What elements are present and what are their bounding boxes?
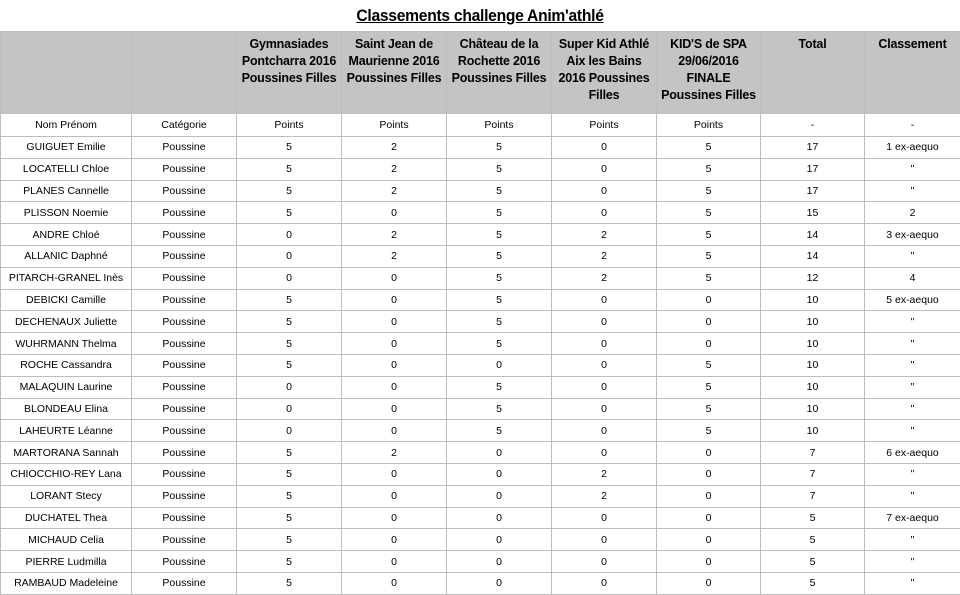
- table-cell: 0: [447, 551, 552, 573]
- table-cell: 2: [552, 463, 657, 485]
- table-cell: 0: [342, 420, 447, 442]
- table-cell: 5: [237, 463, 342, 485]
- table-cell: 0: [447, 485, 552, 507]
- table-cell: 0: [552, 202, 657, 224]
- table-cell: ": [865, 333, 960, 355]
- table-cell: 5: [237, 202, 342, 224]
- table-cell: Poussine: [132, 180, 237, 202]
- table-cell: 5: [447, 158, 552, 180]
- table-cell: ": [865, 485, 960, 507]
- table-cell: Poussine: [132, 507, 237, 529]
- table-cell: ": [865, 376, 960, 398]
- table-cell: 0: [342, 376, 447, 398]
- table-cell: 0: [237, 267, 342, 289]
- table-cell: 5: [657, 137, 761, 159]
- table-row: [1, 180, 960, 202]
- table-cell: ": [865, 529, 960, 551]
- table-cell: CHIOCCHIO-REY Lana: [1, 463, 132, 485]
- table-cell: 0: [552, 333, 657, 355]
- table-cell: 5: [447, 311, 552, 333]
- table-cell: 5: [237, 485, 342, 507]
- table-row: [1, 398, 960, 420]
- table-cell: 0: [657, 529, 761, 551]
- table-cell: 0: [657, 333, 761, 355]
- table-cell: WUHRMANN Thelma: [1, 333, 132, 355]
- table-cell: 5: [447, 333, 552, 355]
- table-cell: 0: [447, 442, 552, 464]
- table-cell: Poussine: [132, 572, 237, 594]
- subheader-cell: -: [865, 114, 960, 137]
- table-row: [1, 224, 960, 246]
- subheader-cell: Points: [657, 114, 761, 137]
- table-cell: 2: [552, 224, 657, 246]
- header-cell-event-1: Gymnasiades Pontcharra 2016 Poussines Filles: [237, 32, 342, 114]
- table-cell: PIERRE Ludmilla: [1, 551, 132, 573]
- table-cell: 5: [447, 267, 552, 289]
- table-cell: MARTORANA Sannah: [1, 442, 132, 464]
- table-cell: 0: [237, 224, 342, 246]
- table-cell: ANDRE Chloé: [1, 224, 132, 246]
- table-cell: 0: [552, 158, 657, 180]
- table-cell: Poussine: [132, 289, 237, 311]
- table-cell: MALAQUIN Laurine: [1, 376, 132, 398]
- table-cell: DUCHATEL Thea: [1, 507, 132, 529]
- header-cell-event-3: Château de la Rochette 2016 Poussines Filles: [447, 32, 552, 114]
- subheader-cell: Points: [237, 114, 342, 137]
- table-row: [1, 463, 960, 485]
- table-cell: 5: [447, 420, 552, 442]
- table-row: [1, 137, 960, 159]
- table-cell: 0: [237, 376, 342, 398]
- table-cell: 0: [342, 333, 447, 355]
- table-cell: 2: [865, 202, 960, 224]
- table-cell: 0: [552, 311, 657, 333]
- table-cell: 0: [342, 551, 447, 573]
- header-row: [1, 32, 960, 114]
- table-cell: 5 ex-aequo: [865, 289, 960, 311]
- table-cell: 0: [552, 420, 657, 442]
- subheader-cell: Nom Prénom: [1, 114, 132, 137]
- table-cell: 0: [342, 398, 447, 420]
- table-cell: Poussine: [132, 333, 237, 355]
- table-cell: 0: [447, 354, 552, 376]
- table-cell: 7: [761, 442, 865, 464]
- table-cell: 0: [342, 529, 447, 551]
- table-cell: 0: [342, 202, 447, 224]
- table-row: [1, 202, 960, 224]
- table-cell: 0: [552, 507, 657, 529]
- table-cell: 0: [552, 289, 657, 311]
- table-cell: ": [865, 354, 960, 376]
- header-cell-name: [1, 32, 132, 114]
- table-cell: ": [865, 180, 960, 202]
- table-cell: 0: [657, 551, 761, 573]
- table-cell: 14: [761, 245, 865, 267]
- table-cell: 0: [552, 354, 657, 376]
- table-cell: 5: [447, 180, 552, 202]
- table-cell: 0: [552, 572, 657, 594]
- table-cell: 0: [447, 463, 552, 485]
- table-cell: 5: [237, 529, 342, 551]
- table-cell: 0: [237, 245, 342, 267]
- table-cell: MICHAUD Celia: [1, 529, 132, 551]
- table-cell: 17: [761, 158, 865, 180]
- table-cell: 2: [342, 442, 447, 464]
- table-cell: 0: [552, 376, 657, 398]
- table-cell: Poussine: [132, 376, 237, 398]
- table-cell: 5: [761, 572, 865, 594]
- table-row: [1, 289, 960, 311]
- table-cell: Poussine: [132, 245, 237, 267]
- table-cell: 5: [237, 158, 342, 180]
- table-cell: RAMBAUD Madeleine: [1, 572, 132, 594]
- table-cell: 5: [237, 311, 342, 333]
- table-cell: 2: [342, 158, 447, 180]
- table-cell: 3 ex-aequo: [865, 224, 960, 246]
- table-cell: PLANES Cannelle: [1, 180, 132, 202]
- table-cell: 0: [552, 398, 657, 420]
- table-cell: Poussine: [132, 485, 237, 507]
- table-cell: 5: [657, 398, 761, 420]
- table-cell: 0: [237, 420, 342, 442]
- table-cell: 5: [237, 333, 342, 355]
- table-cell: 2: [552, 485, 657, 507]
- table-cell: 0: [552, 137, 657, 159]
- table-cell: 10: [761, 333, 865, 355]
- table-cell: LOCATELLI Chloe: [1, 158, 132, 180]
- table-cell: 5: [657, 376, 761, 398]
- table-cell: 1 ex-aequo: [865, 137, 960, 159]
- table-cell: Poussine: [132, 398, 237, 420]
- table-cell: 0: [552, 442, 657, 464]
- subheader-cell: Points: [552, 114, 657, 137]
- table-row: [1, 507, 960, 529]
- table-cell: Poussine: [132, 267, 237, 289]
- table-row: [1, 158, 960, 180]
- table-row: [1, 572, 960, 594]
- table-cell: 0: [657, 442, 761, 464]
- table-cell: 0: [657, 463, 761, 485]
- table-cell: 0: [342, 572, 447, 594]
- subheader-cell: -: [761, 114, 865, 137]
- table-cell: 10: [761, 420, 865, 442]
- table-cell: 2: [552, 267, 657, 289]
- header-cell-category: [132, 32, 237, 114]
- table-cell: 5: [657, 224, 761, 246]
- table-cell: 10: [761, 289, 865, 311]
- table-cell: 10: [761, 398, 865, 420]
- table-row: [1, 333, 960, 355]
- table-cell: 5: [657, 267, 761, 289]
- table-cell: 0: [552, 529, 657, 551]
- table-cell: Poussine: [132, 551, 237, 573]
- table-cell: 5: [761, 529, 865, 551]
- table-cell: 4: [865, 267, 960, 289]
- table-cell: ": [865, 311, 960, 333]
- subheader-cell: Points: [342, 114, 447, 137]
- table-cell: ": [865, 420, 960, 442]
- table-cell: 6 ex-aequo: [865, 442, 960, 464]
- table-cell: 7: [761, 463, 865, 485]
- table-cell: ROCHE Cassandra: [1, 354, 132, 376]
- table-cell: 7 ex-aequo: [865, 507, 960, 529]
- table-cell: LAHEURTE Léanne: [1, 420, 132, 442]
- subheader-row: [1, 114, 960, 137]
- table-cell: 5: [237, 289, 342, 311]
- table-row: [1, 267, 960, 289]
- table-cell: 5: [447, 398, 552, 420]
- table-cell: 5: [237, 354, 342, 376]
- table-cell: 0: [657, 572, 761, 594]
- table-cell: 5: [447, 224, 552, 246]
- table-cell: BLONDEAU Elina: [1, 398, 132, 420]
- table-cell: ALLANIC Daphné: [1, 245, 132, 267]
- table-cell: ": [865, 398, 960, 420]
- table-cell: 5: [657, 158, 761, 180]
- table-cell: 5: [657, 354, 761, 376]
- table-row: [1, 529, 960, 551]
- table-cell: Poussine: [132, 463, 237, 485]
- subheader-cell: Points: [447, 114, 552, 137]
- table-cell: 0: [447, 529, 552, 551]
- table-cell: 17: [761, 137, 865, 159]
- subheader-cell: Catégorie: [132, 114, 237, 137]
- table-cell: 5: [237, 442, 342, 464]
- table-cell: 0: [447, 507, 552, 529]
- table-cell: Poussine: [132, 354, 237, 376]
- table-row: [1, 442, 960, 464]
- table-cell: 5: [447, 289, 552, 311]
- table-cell: 2: [342, 224, 447, 246]
- table-row: [1, 551, 960, 573]
- header-cell-event-4: Super Kid Athlé Aix les Bains 2016 Poussines Filles: [552, 32, 657, 114]
- table-cell: 5: [447, 245, 552, 267]
- table-cell: 0: [657, 507, 761, 529]
- table-cell: 0: [447, 572, 552, 594]
- table-row: [1, 354, 960, 376]
- table-cell: 2: [552, 245, 657, 267]
- header-cell-event-5: KID'S de SPA 29/06/2016 FINALE Poussines Filles: [657, 32, 761, 114]
- table-cell: Poussine: [132, 158, 237, 180]
- table-cell: 5: [657, 245, 761, 267]
- table-cell: PITARCH-GRANEL Inès: [1, 267, 132, 289]
- table-cell: LORANT Stecy: [1, 485, 132, 507]
- header-cell-event-2: Saint Jean de Maurienne 2016 Poussines Filles: [342, 32, 447, 114]
- table-cell: PLISSON Noemie: [1, 202, 132, 224]
- table-cell: 0: [657, 485, 761, 507]
- table-cell: 5: [237, 180, 342, 202]
- table-cell: DEBICKI Camille: [1, 289, 132, 311]
- header-cell-ranking: Classement: [865, 32, 960, 114]
- page-title: Classements challenge Anim'athlé: [38, 6, 921, 26]
- table-cell: Poussine: [132, 420, 237, 442]
- table-cell: 0: [342, 354, 447, 376]
- table-row: [1, 245, 960, 267]
- table-cell: 0: [342, 485, 447, 507]
- table-row: [1, 485, 960, 507]
- table-cell: 14: [761, 224, 865, 246]
- table-cell: ": [865, 572, 960, 594]
- table-row: [1, 376, 960, 398]
- table-cell: 7: [761, 485, 865, 507]
- table-cell: 10: [761, 354, 865, 376]
- table-cell: 0: [342, 311, 447, 333]
- table-cell: 5: [657, 180, 761, 202]
- table-cell: 2: [342, 137, 447, 159]
- table-cell: 5: [657, 202, 761, 224]
- table-cell: Poussine: [132, 529, 237, 551]
- table-cell: Poussine: [132, 202, 237, 224]
- table-cell: Poussine: [132, 224, 237, 246]
- table-row: [1, 311, 960, 333]
- table-cell: 5: [237, 507, 342, 529]
- table-cell: 0: [342, 267, 447, 289]
- table-cell: 10: [761, 376, 865, 398]
- table-cell: Poussine: [132, 137, 237, 159]
- table-row: [1, 420, 960, 442]
- table-cell: 0: [342, 289, 447, 311]
- table-cell: 5: [657, 420, 761, 442]
- table-cell: 5: [237, 137, 342, 159]
- table-cell: 0: [342, 463, 447, 485]
- table-cell: 0: [552, 551, 657, 573]
- table-cell: 2: [342, 245, 447, 267]
- table-cell: ": [865, 551, 960, 573]
- table-cell: 5: [447, 376, 552, 398]
- table-cell: 0: [657, 289, 761, 311]
- table-cell: 0: [237, 398, 342, 420]
- table-cell: 12: [761, 267, 865, 289]
- table-cell: ": [865, 463, 960, 485]
- table-cell: 5: [761, 507, 865, 529]
- table-cell: ": [865, 158, 960, 180]
- table-cell: 0: [657, 311, 761, 333]
- table-cell: Poussine: [132, 311, 237, 333]
- table-cell: DECHENAUX Juliette: [1, 311, 132, 333]
- ranking-table: [0, 31, 960, 595]
- table-cell: 2: [342, 180, 447, 202]
- table-cell: 10: [761, 311, 865, 333]
- table-cell: 5: [447, 202, 552, 224]
- table-cell: 0: [342, 507, 447, 529]
- table-cell: 5: [447, 137, 552, 159]
- table-cell: 17: [761, 180, 865, 202]
- table-cell: 5: [761, 551, 865, 573]
- table-cell: 5: [237, 572, 342, 594]
- table-cell: 15: [761, 202, 865, 224]
- table-cell: 0: [552, 180, 657, 202]
- table-cell: Poussine: [132, 442, 237, 464]
- table-cell: ": [865, 245, 960, 267]
- table-cell: GUIGUET Emilie: [1, 137, 132, 159]
- table-cell: 5: [237, 551, 342, 573]
- header-cell-total: Total: [761, 32, 865, 114]
